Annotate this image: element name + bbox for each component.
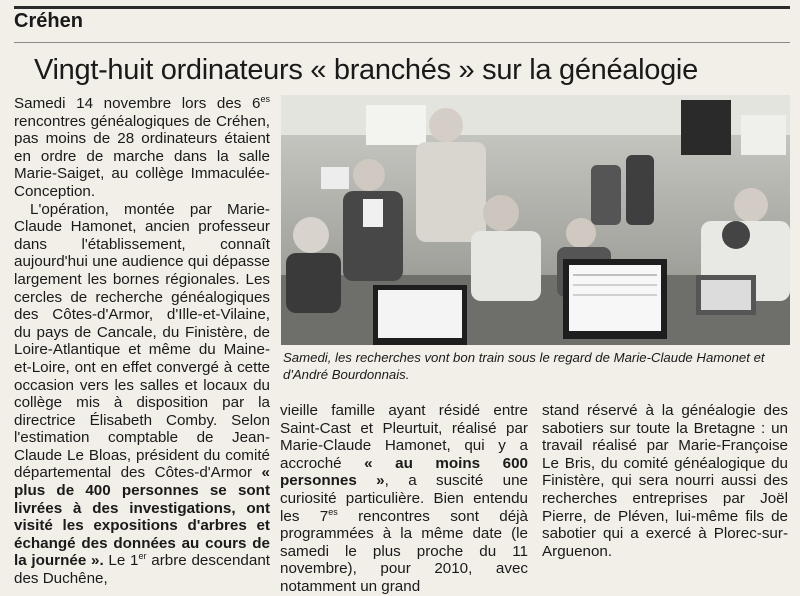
headline: Vingt-huit ordinateurs « branchés » sur la généalogie xyxy=(34,54,698,86)
paragraph-2 xyxy=(14,201,270,588)
column-2-text-a: vieille famille ayant résidé entre Saint-Cast et Pleurtuit, réalisé par Marie-Claude Hamonet, qui y a accroché xyxy=(280,402,528,472)
ordinal-suffix: es xyxy=(328,506,338,517)
photo-caption: Samedi, les recherches vont bon train sous le regard de Marie-Claude Hamonet et d'André Bourdonnais. xyxy=(283,350,765,382)
column-2-text-c: rencontres sont déjà programmées à la même date (le samedi le plus proche du 11 novembre), pour 2010, avec notamment un grand xyxy=(280,507,528,595)
quote-bold: « plus de 400 personnes se sont livrées à des investigations, ont visité les expositions d'arbres et échangé des données au cours de la journée ». xyxy=(14,464,270,570)
kicker-divider xyxy=(14,42,790,43)
column-2-text-b: , a suscité une curiosité particulière. Bien entendu les 7 xyxy=(280,472,528,525)
paragraph-1 xyxy=(14,95,270,201)
paragraph-2-text-a: L'opération, montée par Marie-Claude Hamonet, ancien professeur dans l'établissement, connaît aujourd'hui une audience qui dépasse largement les bornes régionales. Les cercles de recherche généalogiques des Côtes-d'Armor, d'Ille-et-Vilaine, du pays de Cancale, du Finistère, de Loire-Atlantique et même du Maine-et-Loire, ont en effet convergé à cette occasion vers les salles et locaux du collège mis à disposition par la directrice Élisabeth Comby. Selon l'estimation comptable de Jean-Claude Le Bloas, président du comité départemental des Côtes-d'Armor xyxy=(14,200,270,482)
article-column-1 xyxy=(14,93,270,588)
quote-bold: « au moins 600 personnes » xyxy=(280,454,528,490)
paragraph-2-text-c: Le 1 xyxy=(103,552,139,570)
column-2-paragraph xyxy=(280,402,528,596)
paragraph-1-text-a: Samedi 14 novembre lors des 6 xyxy=(14,95,261,112)
genealogy-room-photo xyxy=(281,95,790,345)
paragraph-2-text-d: arbre descendant des Duchêne, xyxy=(14,552,270,588)
article-column-2 xyxy=(280,402,528,595)
column-3-paragraph: stand réservé à la généalogie des sabotiers sur toute la Bretagne : un travail réalisé par Marie-Françoise Le Bris, du comité généalogique du Finistère, qui sera nourri aussi des recherches entreprises par Joël Pierre, de Pléven, lui-même fils de sabotier qui a exercé à Plorec-sur-Arguenon. xyxy=(542,402,788,560)
ordinal-suffix: er xyxy=(138,551,147,562)
top-rule xyxy=(14,6,790,9)
town-kicker: Créhen xyxy=(14,10,83,32)
article-photo xyxy=(281,95,790,345)
paragraph-1-text-b: rencontres généalogiques de Créhen, pas moins de 28 ordinateurs étaient en ordre de marche dans la salle Marie-Saiget, au collège Immaculée-Conception. xyxy=(14,112,270,200)
ordinal-suffix: es xyxy=(260,93,270,104)
article-column-3 xyxy=(542,402,788,572)
